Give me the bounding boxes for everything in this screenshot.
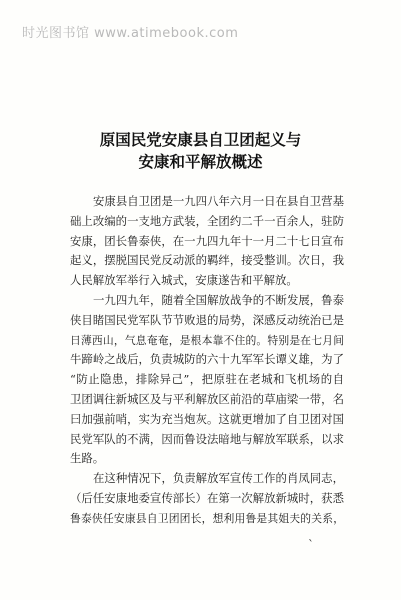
title-line-1: 原国民党安康县自卫团起义与 — [99, 131, 302, 149]
text-line: 鲁泰侠任安康县自卫团团长，想利用鲁是其姐夫的关系， — [70, 511, 344, 525]
body-text — [70, 192, 344, 529]
text-line: （后任安康地委宣传部长）在第一次解放新城时，获悉 — [70, 490, 344, 505]
text-line: “防止隐患，排除异己”，把原驻在老城和飞机场的自 — [70, 372, 344, 387]
text-line: 民党军队的不满，因而鲁设法暗地与解放军联系，以求 — [70, 431, 344, 446]
text-line: 安康，团长鲁泰侠，在一九四九年十一月二十七日宣布 — [70, 233, 344, 248]
text-line: 起义，摆脱国民党反动派的羁绊，接受整训。次日，我 — [70, 253, 344, 268]
text-line: 安康县自卫团是一九四八年六月一日在县自卫营基 — [93, 194, 344, 208]
title-line-2: 安康和平解放概述 — [138, 153, 263, 171]
text-line: 卫团调往新城区及与平利解放区前沿的草庙梁一带，名 — [70, 391, 344, 406]
text-line: 日薄西山，气息奄奄，是根本靠不住的。特别是在七月间 — [70, 333, 344, 347]
text-line: 曰加强前哨，实为充当炮灰。这就更增加了自卫团对国 — [70, 411, 344, 426]
page-mark: ˋ — [308, 538, 314, 552]
text-line: 牛蹄岭之战后，负责城防的六十九军军长谭义雄，为了 — [70, 352, 344, 367]
text-line: 侠目睹国民党军队节节败退的局势，深感反动统治已是 — [70, 312, 344, 327]
text-line: 人民解放军举行入城式，安康遂告和平解放。 — [70, 273, 298, 288]
text-line: 在这种情况下，负责解放军宣传工作的肖凤同志， — [93, 471, 344, 486]
watermark: 时光图书馆 www.atimebook.com — [22, 26, 239, 41]
text-line: 生路。 — [70, 451, 105, 466]
text-line: 础上改编的一支地方武装，全团约二千一百余人，驻防 — [70, 213, 344, 228]
text-line: 一九四九年，随着全国解放战争的不断发展，鲁泰 — [93, 292, 344, 307]
